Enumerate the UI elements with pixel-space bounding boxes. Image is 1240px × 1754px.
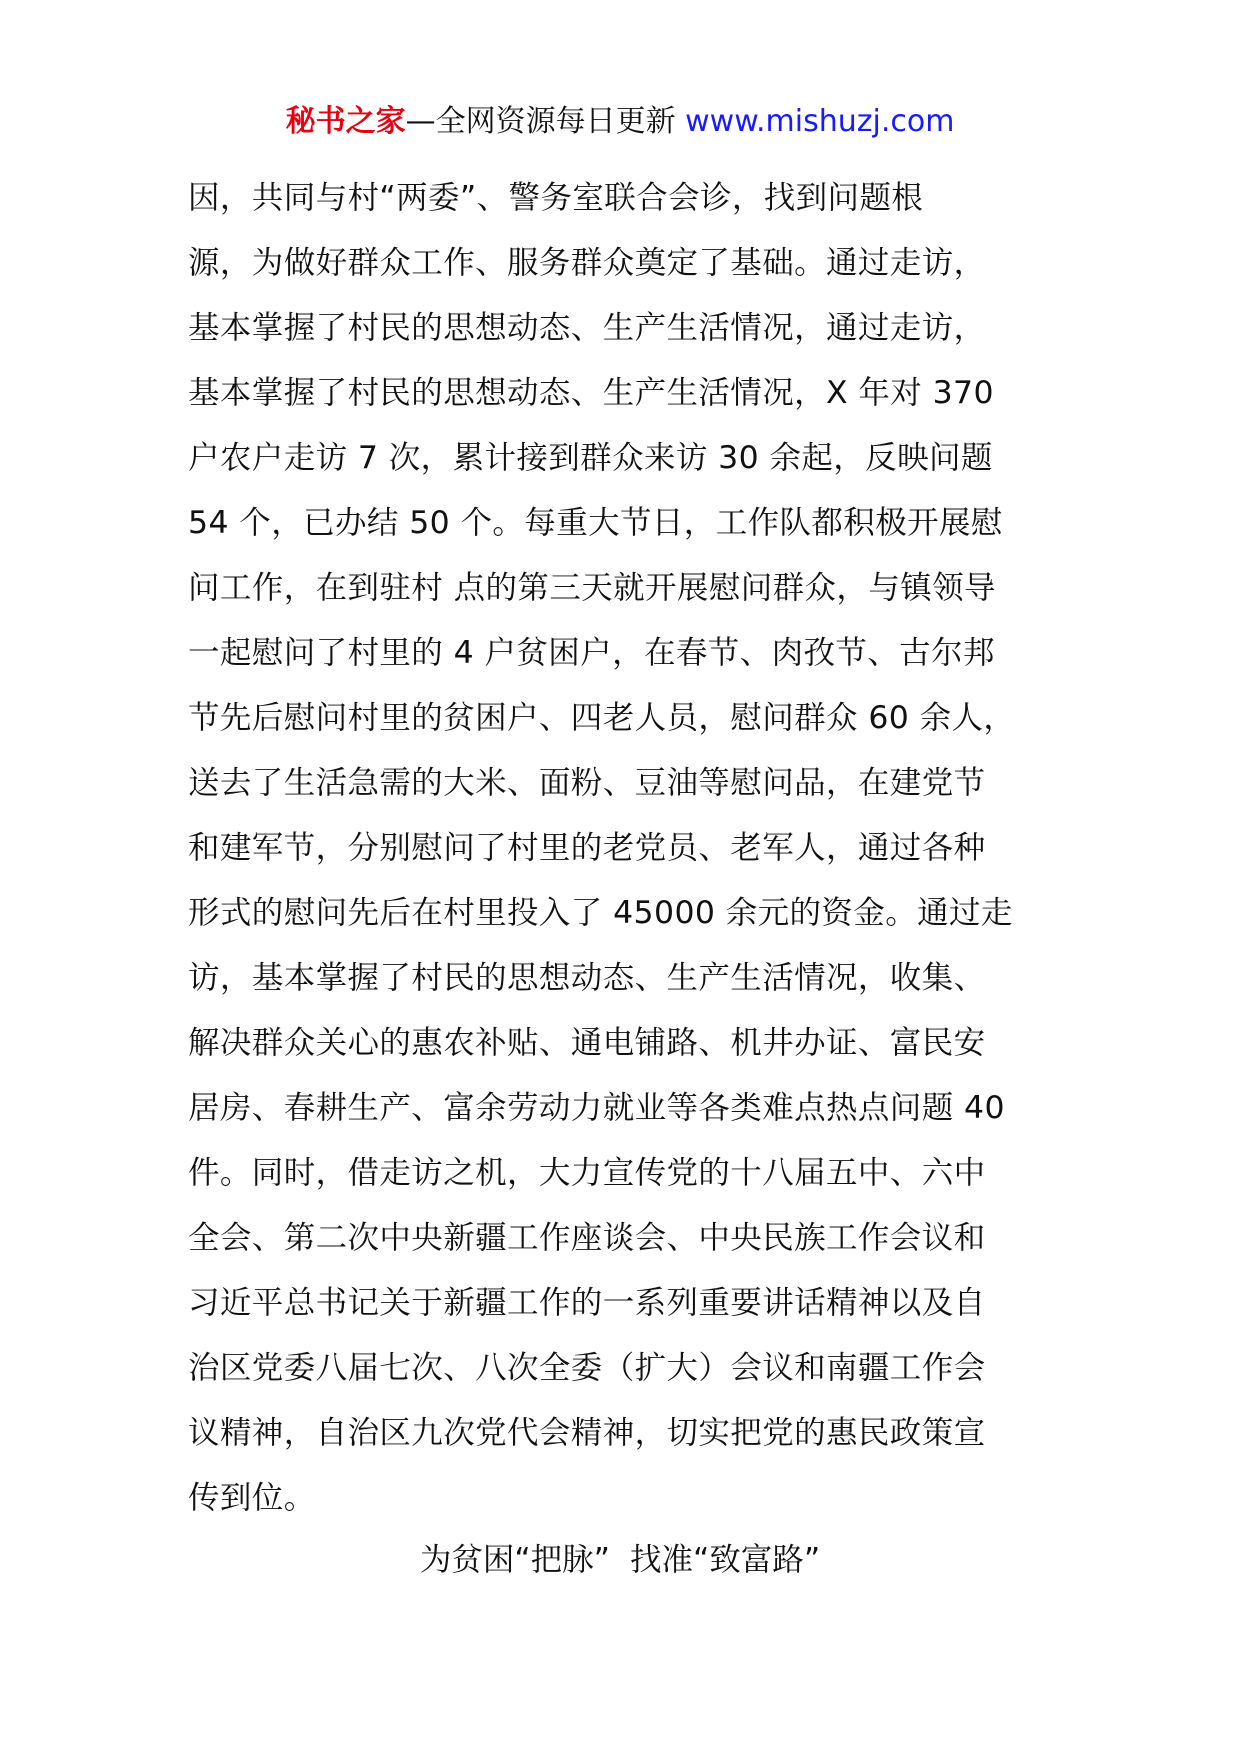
site-header <box>0 100 1240 144</box>
body-line: 议精神，自治区九次党代会精神，切实把党的惠民政策宣 <box>188 1415 986 1451</box>
body-line: 因，共同与村“两委”、警务室联合会诊，找到问题根 <box>188 180 924 216</box>
site-brand: 秘书之家 <box>285 104 406 139</box>
body-line: 户农户走访 7 次，累计接到群众来访 30 余起，反映问题 <box>188 440 993 476</box>
document-body <box>188 166 1068 1531</box>
body-line: 基本掌握了村民的思想动态、生产生活情况，通过走访， <box>188 310 986 346</box>
body-line: 全会、第二次中央新疆工作座谈会、中央民族工作会议和 <box>188 1220 986 1256</box>
body-line: 习近平总书记关于新疆工作的一系列重要讲话精神以及自 <box>188 1285 986 1321</box>
body-line: 居房、春耕生产、富余劳动力就业等各类难点热点问题 40 <box>188 1090 1005 1126</box>
site-slogan: —全网资源每日更新 <box>405 104 676 139</box>
body-line: 54 个，已办结 50 个。每重大节日，工作队都积极开展慰 <box>188 505 1003 541</box>
body-line: 基本掌握了村民的思想动态、生产生活情况，X 年对 370 <box>188 375 994 411</box>
body-line: 传到位。 <box>188 1480 316 1516</box>
body-line: 源，为做好群众工作、服务群众奠定了基础。通过走访， <box>188 245 986 281</box>
body-line: 访，基本掌握了村民的思想动态、生产生活情况，收集、 <box>188 960 986 996</box>
body-line: 形式的慰问先后在村里投入了 45000 余元的资金。通过走 <box>188 895 1013 931</box>
body-line: 治区党委八届七次、八次全委（扩大）会议和南疆工作会 <box>188 1350 986 1386</box>
body-line: 问工作，在到驻村 点的第三天就开展慰问群众，与镇领导 <box>188 570 996 606</box>
body-line: 件。同时，借走访之机，大力宣传党的十八届五中、六中 <box>188 1155 986 1191</box>
body-line: 送去了生活急需的大米、面粉、豆油等慰问品，在建党节 <box>188 765 986 801</box>
site-url-link[interactable]: www.mishuzj.com <box>685 104 955 139</box>
body-line: 节先后慰问村里的贫困户、四老人员，慰问群众 60 余人， <box>188 700 1016 736</box>
body-line: 和建军节，分别慰问了村里的老党员、老军人，通过各种 <box>188 830 986 866</box>
section-heading: 为贫困“把脉” 找准“致富路” <box>419 1542 821 1578</box>
body-line: 一起慰问了村里的 4 户贫困户，在春节、肉孜节、古尔邦 <box>188 635 995 671</box>
body-line: 解决群众关心的惠农补贴、通电铺路、机井办证、富民安 <box>188 1025 986 1061</box>
